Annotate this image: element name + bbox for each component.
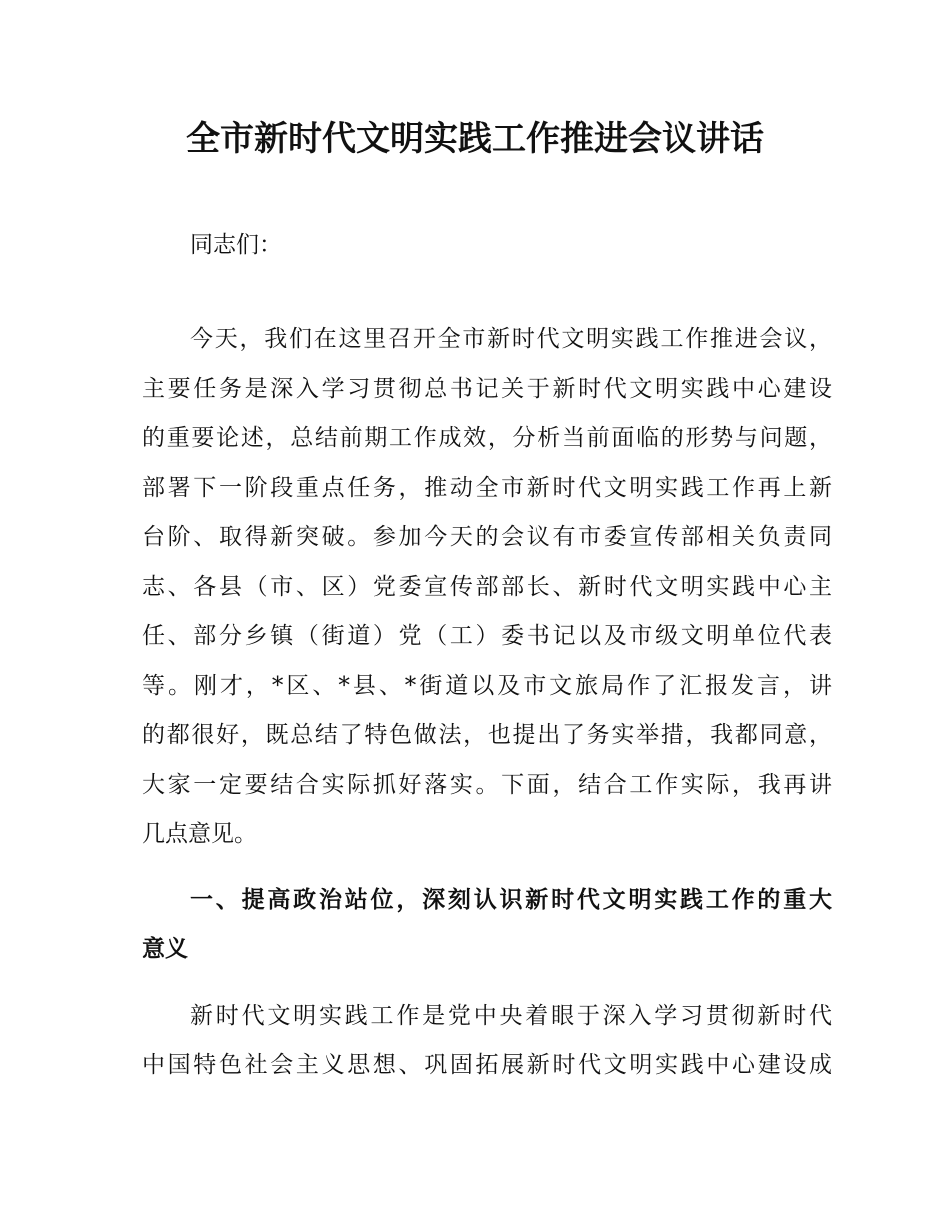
paragraph-line: 部署下一阶段重点任务，推动全市新时代文明实践工作再上新: [142, 475, 832, 501]
document-title: 全市新时代文明实践工作推进会议讲话: [186, 119, 764, 159]
paragraph-line: 台阶、取得新突破。参加今天的会议有市委宣传部相关负责同: [142, 524, 832, 550]
paragraph-line: 任、部分乡镇（街道）党（工）委书记以及市级文明单位代表: [142, 623, 832, 649]
paragraph-line: 今天，我们在这里召开全市新时代文明实践工作推进会议，: [190, 326, 832, 352]
paragraph-line: 几点意见。: [142, 821, 257, 847]
paragraph-line: 的都很好，既总结了特色做法，也提出了务实举措，我都同意，: [142, 722, 832, 748]
paragraph-line: 主要任务是深入学习贯彻总书记关于新时代文明实践中心建设: [142, 376, 832, 402]
salutation: 同志们：: [190, 232, 282, 258]
paragraph-line: 志、各县（市、区）党委宣传部部长、新时代文明实践中心主: [142, 574, 832, 600]
section-heading-line: 一、提高政治站位，深刻认识新时代文明实践工作的重大: [190, 887, 832, 913]
paragraph-line: 大家一定要结合实际抓好落实。下面，结合工作实际，我再讲: [142, 772, 832, 798]
section-heading-line: 意义: [142, 936, 188, 962]
paragraph-line: 新时代文明实践工作是党中央着眼于深入学习贯彻新时代: [190, 1003, 832, 1029]
paragraph-line: 的重要论述，总结前期工作成效，分析当前面临的形势与问题，: [142, 425, 832, 451]
paragraph-line: 中国特色社会主义思想、巩固拓展新时代文明实践中心建设成: [142, 1052, 832, 1078]
paragraph-line: 等。刚才，*区、*县、*街道以及市文旅局作了汇报发言，讲: [142, 673, 832, 699]
